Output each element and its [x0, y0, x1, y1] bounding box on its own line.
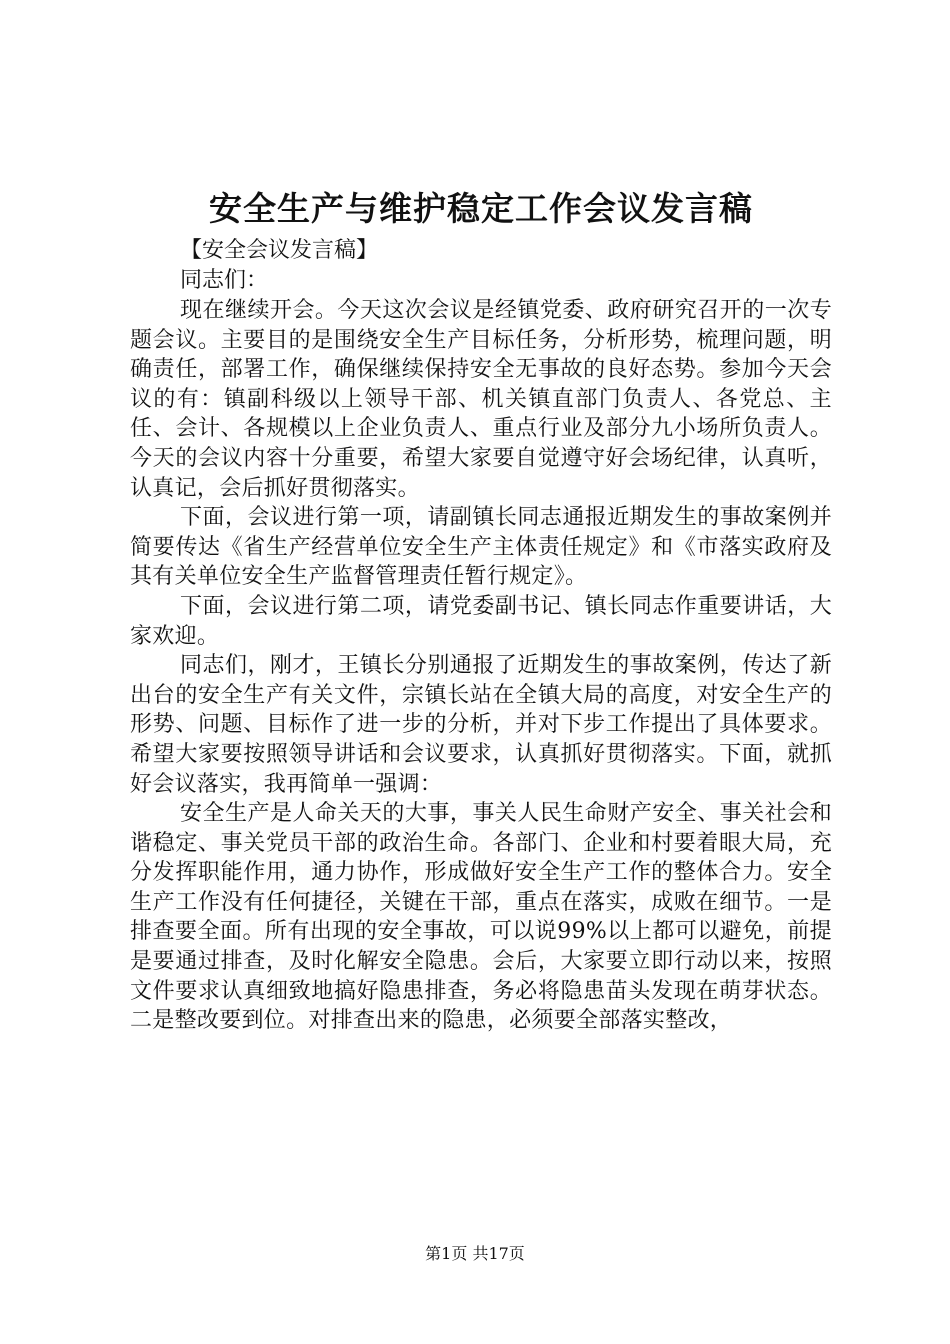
greeting: 同志们：	[180, 268, 269, 293]
paragraph-2: 下面，会议进行第一项，请副镇长同志通报近期发生的事故案例并简要传达《省生产经营单位安全生产主体责任规定》和《市落实政府及其有关单位安全生产监督管理责任暂行规定》。	[130, 505, 832, 590]
document-tag: 【安全会议发言稿】	[180, 238, 379, 263]
paragraph-4: 同志们，刚才，王镇长分别通报了近期发生的事故案例，传达了新出台的安全生产有关文件，宗镇长站在全镇大局的高度，对安全生产的形势、问题、目标作了进一步的分析，并对下步工作提出了具体要求。希望大家要按照领导讲话和会议要求，认真抓好贯彻落实。下面，就抓好会议落实，我再简单一强调：	[130, 653, 832, 797]
paragraph-3: 下面，会议进行第二项，请党委副书记、镇长同志作重要讲话，大家欢迎。	[130, 593, 832, 649]
paragraph-1: 现在继续开会。今天这次会议是经镇党委、政府研究召开的一次专题会议。主要目的是围绕安全生产目标任务，分析形势，梳理问题，明确责任，部署工作，确保继续保持安全无事故的良好态势。参加今天会议的有：镇副科级以上领导干部、机关镇直部门负责人、各党总、主任、会计、各规模以上企业负责人、重点行业及部分九小场所负责人。今天的会议内容十分重要，希望大家要自觉遵守好会场纪律，认真听，认真记，会后抓好贯彻落实。	[130, 298, 832, 501]
document-title: 安全生产与维护稳定工作会议发言稿	[209, 189, 753, 228]
document-page	[130, 186, 832, 1036]
page-footer: 第1页 共17页	[425, 1244, 525, 1263]
paragraph-5: 安全生产是人命关天的大事，事关人民生命财产安全、事关社会和谐稳定、事关党员干部的政治生命。各部门、企业和村要着眼大局，充分发挥职能作用，通力协作，形成做好安全生产工作的整体合力。安全生产工作没有任何捷径，关键在干部，重点在落实，成败在细节。一是排查要全面。所有出现的安全事故，可以说99%以上都可以避免，前提是要通过排查，及时化解安全隐患。会后，大家要立即行动以来，按照文件要求认真细致地搞好隐患排查，务必将隐患苗头发现在萌芽状态。二是整改要到位。对排查出来的隐患，必须要全部落实整改，	[130, 801, 832, 1034]
